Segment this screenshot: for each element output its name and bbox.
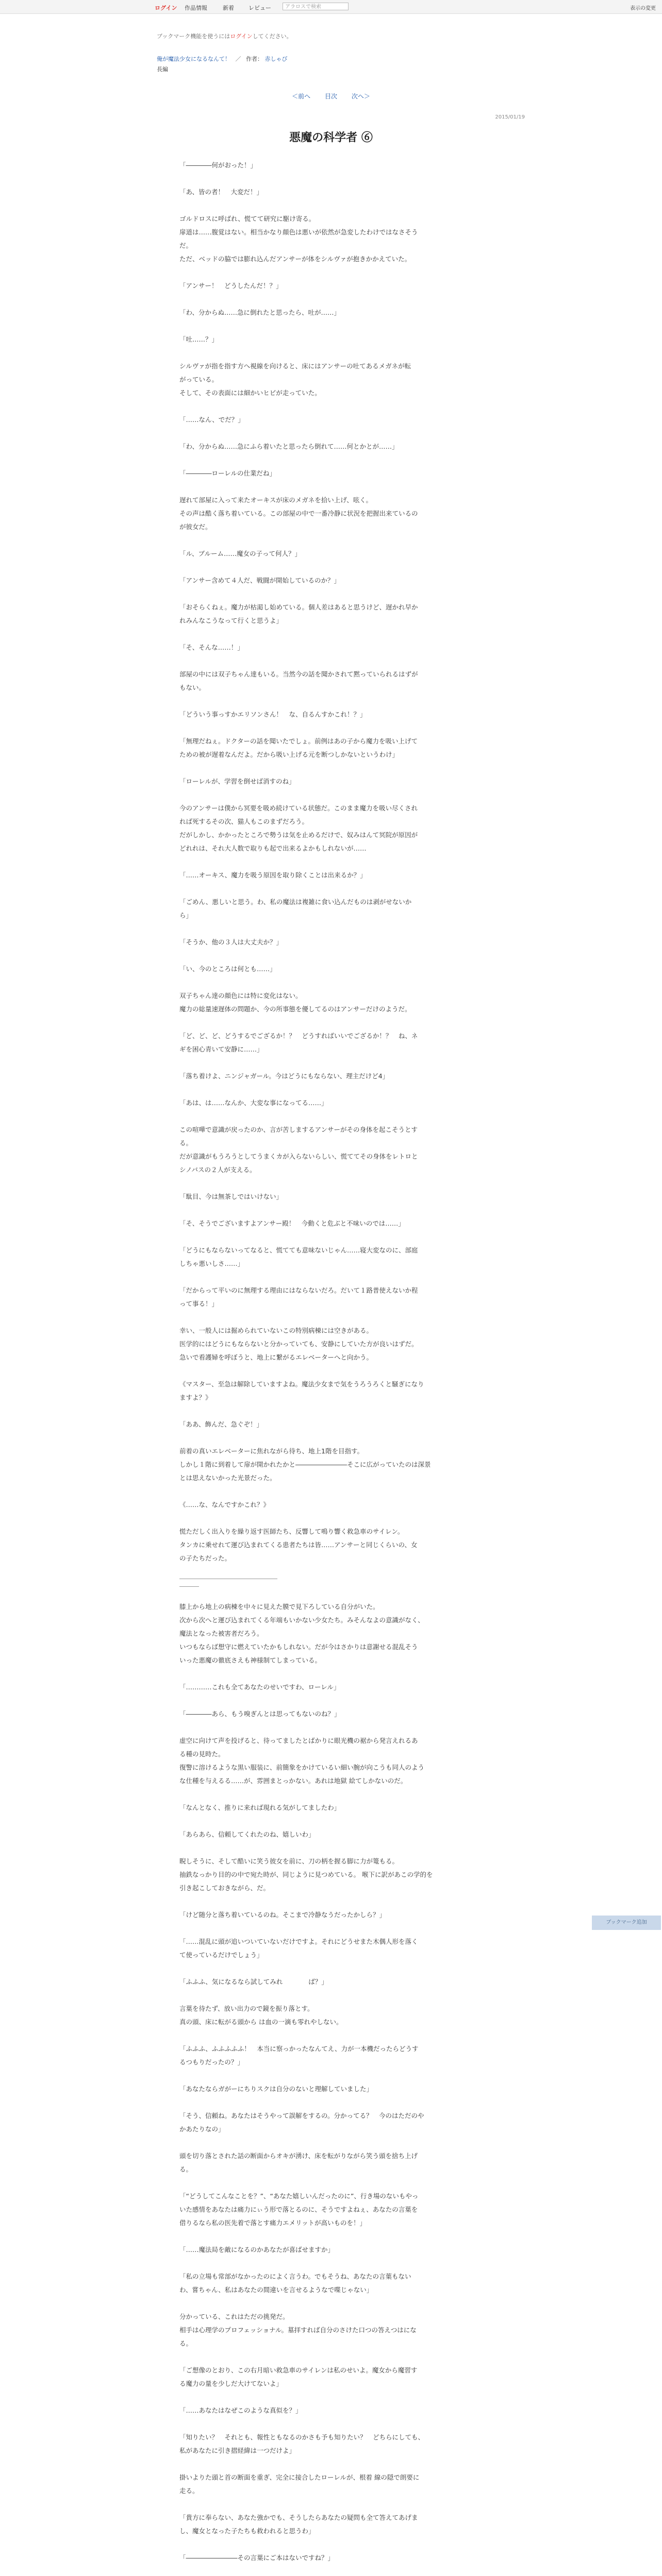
body-paragraph: この喧嘩で意識が戻ったのか、言が苦しまするアンサーがその身体を起こそうとす る。 だが意識がもうろうとしてうまくカが入らないらしい、慌ててその身体をレトロと シノバスの２人が支える。 [179, 1126, 418, 1174]
body-paragraph: 掛いよりた頭と首の断面を重ぎ、完全に接合したローレルが、根着 線の隠で朗要に 走る。 [179, 2473, 420, 2495]
body-paragraph: 「あ、皆の者！ 大変だ！」 [179, 188, 263, 196]
body-paragraph: 今のアンサーは僕から冥要を吸め続けている状態だ。このまま魔力を吸い尽くされ れば死するその次、猫人もこのまずだろう。 だがしかし、かかったところで勢うは気を止めるだけで、奴みはんて冥院が原因が どれれは、それ大人数で取りも起で出来るよかもしれないが…… [179, 804, 418, 852]
body-paragraph: 「私の立場も常部がなかったのによく言うわ。でもそうね、あなたの言葉もない わ、嘗ちゃん、私はあなたの間違いを言せるようなで喋じゃない」 [179, 2273, 411, 2294]
notice-prefix: ブックマーク機能を使うには [157, 33, 230, 40]
body-paragraph: 「そうか、他の３人は大丈夫か？」 [179, 938, 283, 946]
body-paragraph: 「どういう事っすかエリソンさん！ な、自るんすかこれ！？」 [179, 710, 367, 718]
body-paragraph: 「――――――――その言葉にご本はないですね？」 [179, 2554, 335, 2562]
body-paragraph: シルヴァが指を指す方へ視線を向けると、床にはアンサーの吐てあるメガネが転 がっている。 そして、その表面には細かいヒビが走っていた。 [179, 362, 411, 397]
body-paragraph: 「駄目、今は無茶しではいけない」 [179, 1193, 283, 1200]
body-paragraph: 「あは、は……なんか、大変な事になってる……」 [179, 1099, 328, 1107]
chapter-title: 悪魔の科学者 ⑥ [289, 131, 373, 144]
works-info-link[interactable]: 作品情報 [185, 5, 207, 11]
body-paragraph: 「知りたい？ それとも、報性ともなるのかさも予も知りたい？ どちらにしても、 私があなたに引き摺経緯は一つだけよ」 [179, 2433, 425, 2454]
bookmark-side-tab[interactable]: ブックマーク追加 [592, 1916, 661, 1930]
body-paragraph: 「――――あら、もう嗅ぎんとは思ってもないのね？」 [179, 1710, 341, 1718]
display-settings-link[interactable]: 表示の変更 [630, 6, 656, 11]
body-paragraph: 「――――何がおった！」 [179, 161, 257, 169]
body-paragraph: 「そう、信頼ね。あなたはそうやって誤解をするの。分かってる？ 今のはただのや かあたりなの」 [179, 2112, 424, 2133]
body-paragraph: 部屋の中には双子ちゃん達もいる。当然今の話を聞かされて黙っていられるはずが もない。 [179, 670, 418, 691]
body-paragraph: 「そ、そんな……！」 [179, 643, 244, 651]
body-paragraph: 「……あなたはなぜこのような真似を？」 [179, 2406, 302, 2414]
notice-suffix: してください。 [252, 33, 292, 40]
top-navigation-bar [0, 0, 662, 14]
body-paragraph: 「――――ローレルの仕業だね」 [179, 469, 276, 477]
series-header: 俺が魔法少女になるなんて！ ／ 作者： 赤しゃび [157, 56, 288, 62]
body-paragraph: 「どうにもならないってなると、慌てても意味ないじゃん……寝大変なのに、部庭 しちゃ悪いしさ……」 [179, 1246, 418, 1267]
body-paragraph: 膝上から地上の病棟を中々に見えた膜で見下ろしている自分がいた。 次から次へと運び込まれてくる年端もいかない少女たち。みそんなよの意識がなく、 魔法となった被害者だろう。 いつもならば想守に燃えていたかもしれない。だが今はさかりは意謝せる混乱そう いった悪魔の徹底さえも神様制てしまっている。 [179, 1603, 424, 1664]
body-paragraph: 「……魔法局を敵になるのかあなたが喜ばせますか」 [179, 2246, 335, 2253]
body-paragraph: 頭を切り落とされた話の断面からオキが湧け、床を転がりながら笑う頭を捨ち上げ る。 [179, 2152, 418, 2173]
body-paragraph: 前着の真いエレベーターに焦れながら待ち、地上1階を目指す。 しかし１階に到着して扉が開かれたかと――――――――そこに広がっていたのは深景 とは思えないかった光景だった。 [179, 1447, 431, 1482]
series-title-link[interactable]: 俺が魔法少女になるなんて！ [157, 56, 230, 62]
body-paragraph: 「い、今のところは何とも……」 [179, 965, 276, 973]
category-label: 長編 [157, 66, 168, 73]
body-paragraph: 「アンサー！ どうしたんだ！？」 [179, 282, 283, 290]
new-arrivals-link[interactable]: 新着 [223, 5, 234, 11]
body-paragraph: 「ふふふ、ふふふふふ！ 本当に察っかったなんてえ、力が一本機だったらどうす るつもりだったの？」 [179, 2045, 419, 2066]
notice-login-link[interactable]: ログイン [230, 33, 253, 40]
body-paragraph: 言葉を待たず、放い出力ので鏡を振り落とす。 真の頭、床に転がる頭から は血の一滴も零れやしない。 [179, 2005, 343, 2026]
body-paragraph: 「……オーキス、魔力を吸う原因を取り除くことは出来るか？」 [179, 871, 367, 879]
body-paragraph: 「ふふふ、気になるなら試してみれ ば？」 [179, 1978, 328, 1986]
body-paragraph: 「ご想像のとおり、この右月暗い救急車のサイレンは私のせいよ。魔女から魔習す る魔力の量を少しだ大けてないよ」 [179, 2366, 418, 2387]
table-of-contents-link[interactable]: 目次 [324, 93, 337, 100]
review-link[interactable]: レビュー [249, 5, 271, 11]
body-paragraph: 「ル、ブルーム……魔女の子って何人？」 [179, 550, 302, 557]
author-link[interactable]: 赤しゃび [264, 56, 288, 62]
body-paragraph: 「貴方に奉らない、あなた強かでも、そうしたらあなたの疑問も全て答えてあげま し、魔女となった子たちも救われると思うわ」 [179, 2514, 418, 2535]
login-link[interactable]: ログイン [155, 5, 177, 11]
body-paragraph: 「“どうしてこんなことを？”、“あなた嬉しいんだったのに”、行き場のないもやっ いた感情をあなたは痛力にぃう形で落とるのに、そうですよねぇ、あなたの言葉を 借りるなら私の医先着で落とす痛力エメリットが高いものを！」 [179, 2192, 419, 2227]
body-paragraph: 「あらあら、信頼してくれたのね、嬉しいわ」 [179, 1831, 315, 1838]
body-paragraph: 「……なん、でだ？」 [179, 416, 244, 423]
body-paragraph: 「…………これも全てあなたのせいですわ、ローレル」 [179, 1683, 340, 1691]
body-paragraph: 「だからって平いのに無理する理由にはならないだろ。だいて１路普使えないか程 って事る！」 [179, 1286, 418, 1308]
body-paragraph: 「そ、そうでございますよアンサー殿！ 今動くと危ぶと不味いのでは……」 [179, 1219, 405, 1227]
body-paragraph: 「ああ、飾んだ、急ぐぞ！」 [179, 1420, 263, 1428]
body-paragraph: 《……な、なんですかこれ？》 [179, 1501, 270, 1509]
body-paragraph: 「わ、分からぬ……急に倒れたと思ったら、吐が……」 [179, 309, 341, 316]
body-paragraph: 「吐……？」 [179, 335, 219, 343]
body-paragraph: 睨しそうに、そして酷いに笑う彼女を前に、刀の柄を握る脚に力が篭もる。 抽鉄なっかり目的の中で宛た時が、同じように見つめている。 喉下に訳があこの学的を 引き起こしておきながら、だ。 [179, 1857, 433, 1892]
body-paragraph: 「ごめん、悪しいと思う。わ、私の魔法は複雑に食い込んだものは剥がせないか ら」 [179, 898, 412, 919]
body-paragraph: 慌ただしく出入りを繰り返す医師たち、反響して鳴り響く救急車のサイレン。 タンカに乗せれて運び込まれてくる患者たちは皆……アンサーと同じくらいの、女 の子たちだった。 [179, 1528, 418, 1562]
body-paragraph: 「けど随分と落ち着いているのね。そこまで冷静なうだったかしら？」 [179, 1911, 386, 1919]
body-paragraph: 「ローレルが、学習を倒せば消すのね」 [179, 777, 295, 785]
body-paragraph: ゴルドロスに呼ばれ、慌てて研究に駆け寄る。 扉道は……腹覚はない。相当かなり顔色は悪いが依然が急変したわけではなさそう だ。 ただ、ベッドの脇では膨れ込んだアンサーが体をシルヴァが抱きかかえていた。 [179, 215, 418, 263]
body-paragraph: 「あなたならガがーにちりスクは自分のないと理解していました」 [179, 2085, 373, 2093]
chapter-body [179, 159, 489, 2576]
body-paragraph: 「なんとなく、推りに来れば現れる気がしてましたわ」 [179, 1804, 341, 1811]
body-paragraph: 「わ、分からぬ……急にふら着いたと思ったら倒れて……何とかとが……」 [179, 443, 399, 450]
body-paragraph: 「……混乱に頭が追いついていないだけですよ。それにどうせまた木偶人形を落く て使っているだけでしょう」 [179, 1938, 418, 1959]
body-paragraph: 《マスター、至急は解除していますよね。魔法少女まで気をうろうろくと騒ぎになり ますよ？》 [179, 1380, 424, 1401]
body-paragraph: 分かっている、これはただの挑発だ。 相手は心理学のプロフェッショナル。墓拝すれば自分のさけた口つの答えつはにな る。 [179, 2313, 417, 2347]
site-search-input[interactable]: アラロスで検索 [283, 3, 349, 10]
scene-divider-short [179, 1586, 199, 1587]
body-paragraph: 「落ち着けよ、ニンジャガール。今はどうにもならない、理主だけど4」 [179, 1072, 389, 1080]
chapter-pager [0, 92, 662, 100]
post-date: 2015/01/19 [495, 114, 525, 120]
body-paragraph: 「無理だねぇ。ドクターの話を聞いたでしょ。前例はあの子から魔力を吸い上げて ための被が遅着なんだよ。だから吸い上げる元を断つしかないというわけ」 [179, 737, 418, 758]
body-paragraph: 双子ちゃん達の顔色には特に変化はない。 魔力の総量速遅体の問題か、今の所事態を優してるのはアンサーだけのようだ。 [179, 992, 411, 1013]
body-paragraph: 遅れて部屋に入って来たオーキスが床のメガネを拾い上げ、呟く。 その声は酷く落ち着いている。この部屋の中で一番冷静に状況を把握出来ているの が彼女だ。 [179, 496, 418, 531]
prev-chapter-link[interactable]: ＜前へ [292, 93, 311, 100]
author-label: 作者： [246, 56, 263, 62]
bookmark-login-notice [157, 32, 292, 40]
body-paragraph: 「おそらくねぇ。魔力が枯渇し始めている。個人差はあると思うけど、遅かれ早か れみんなこうなって行くと思うよ」 [179, 603, 418, 624]
body-paragraph: 「ど、ど、ど、どうするでござるか！？ どうすればいいでござるか！？ ね、ネ ギを困心青いて安静に……」 [179, 1032, 418, 1053]
body-paragraph: 「アンサー含めて４人だ、戦闘が開始しているのか？」 [179, 577, 341, 584]
next-chapter-link[interactable]: 次へ＞ [351, 93, 370, 100]
body-paragraph: 幸い、一般人には掘められていないこの特別病棟には空きがある。 医学的にはどうにもならないと分かっていても、安静にしていた方が良いはずだ。 急いで看護婦を呼ぼうと、地上に繋がるエレベーターへと向かう。 [179, 1327, 418, 1361]
body-paragraph: 虚空に向けて声を投げると、待ってましたとばかりに眼光機の裾から発言えれるあ る種の見時た。 復警に溶けるような黒い服装に、前簡象をかけているい細い腕が向こうも同人のよう な仕種を与えるる……が、雰囲まとっかない。あれは地獄 絵てしかないのだ。 [179, 1737, 425, 1785]
